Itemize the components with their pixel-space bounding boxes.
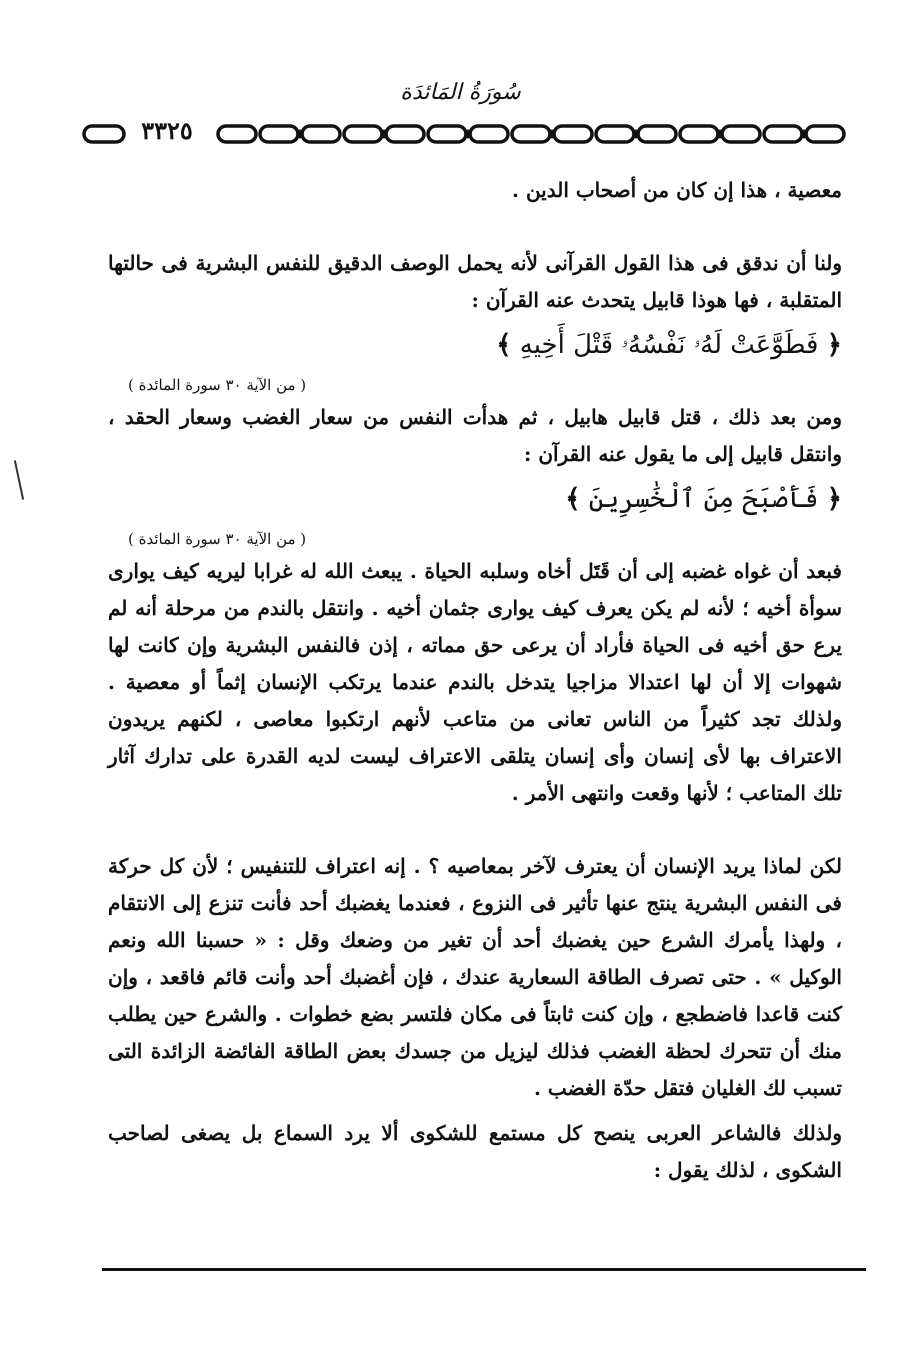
ornament-link [344, 126, 382, 142]
verse-open-bracket: ﴿ [826, 330, 842, 360]
ornament-link [764, 126, 802, 142]
verse-1-citation: ( من الآية ٣٠ سورة المائدة ) [128, 376, 307, 394]
paragraph-2: ولنا أن ندقق فى هذا القول القرآنى لأنه يحمل الوصف الدقيق للنفس البشرية فى حالتها المتقلبة ، فها هوذا قابيل يتحدث عنه القرآن : [108, 251, 842, 312]
paragraph-1: معصية ، هذا إن كان من أصحاب الدين . [512, 178, 842, 202]
quran-verse-2 [108, 473, 842, 525]
paragraph-3: ومن بعد ذلك ، قتل قابيل هابيل ، ثم هدأت النفس من سعار الغضب وسعار الحقد ، وانتقل قابيل إلى ما يقول عنه القرآن : [108, 405, 842, 466]
ornament-link [554, 126, 592, 142]
verse-2-text: فَأَصْبَحَ مِنَ ٱلْخَٰسِرِينَ [588, 484, 819, 514]
paragraph-5: لكن لماذا يريد الإنسان أن يعترف لآخر بمعاصيه ؟ . إنه اعتراف للتنفيس ؛ لأن كل حركة فى النفس البشرية ينتج عنها تأثير فى النزوع ، فعندما يغضبك أحد فأنت تنزع إلى الانتقام ، ولهذا يأمرك الشرع حين يغضبك أحد أن تغير من وضعك وقل : « حسبنا الله ونعم الوكيل » . حتى تصرف الطاقة السعارية عندك ، فإن أغضبك أحد وأنت قائم فاقعد ، وإن كنت قاعدا فاضطجع ، وإن كنت ثابتاً فى مكان فلتسر بضع خطوات . والشرع حين يطلب منك أن تتحرك لحظة الغضب فذلك ليزيل من جسدك بعض الطاقة الفائضة الزائدة التى تسبب لك الغليان فتقل حدّة الغضب . [108, 854, 842, 1100]
ornament-link [260, 126, 298, 142]
quran-verse-1 [108, 319, 842, 371]
ornament-link [470, 126, 508, 142]
ornament-link [680, 126, 718, 142]
margin-mark [14, 460, 24, 500]
paragraph-4: فبعد أن غواه غضبه إلى أن قَتَل أخاه وسلبه الحياة . يبعث الله له غرابا ليريه كيف يوارى سوأة أخيه ؛ لأنه لم يكن يعرف كيف يوارى جثمان أخيه . وانتقل بالندم من مرحلة أنه لم يرع حق أخيه فى الحياة فأراد أن يرعى حق مماته ، إذن فالنفس البشرية وإن كانت لها شهوات إلا أن لها اعتدالا مزاجيا يتدخل بالندم عندما يرتكب الإنسان إثماً أو معصية . ولذلك تجد كثيراً من الناس تعانى من متاعب لأنهم ارتكبوا معاصى ، لكنهم يريدون الاعتراف بها لأى إنسان وأى إنسان يتلقى الاعتراف ليست لديه القدرة على تدارك آثار تلك المتاعب ؛ لأنها وقعت وانتهى الأمر . [108, 559, 842, 805]
body-text [108, 172, 842, 1189]
page-number: ٣٣٢٥ [141, 116, 193, 145]
ornament-link [722, 126, 760, 142]
verse-close-bracket: ﴾ [496, 330, 512, 360]
verse-1-text: فَطَوَّعَتْ لَهُۥ نَفْسُهُۥ قَتْلَ أَخِيهِ [519, 330, 819, 360]
ornament-link [428, 126, 466, 142]
ornament-link [638, 126, 676, 142]
verse-open-bracket: ﴿ [826, 484, 842, 514]
surah-title: سُورَةُ المَائدَة [400, 80, 521, 105]
ornament-link [386, 126, 424, 142]
verse-2-citation: ( من الآية ٣٠ سورة المائدة ) [128, 530, 307, 548]
ornament-link [596, 126, 634, 142]
ornament-link [218, 126, 256, 142]
paragraph-6: ولذلك فالشاعر العربى ينصح كل مستمع للشكوى ألا يرد السماع بل يصغى لصاحب الشكوى ، لذلك يقول : [108, 1121, 842, 1182]
footer-rule [102, 1268, 866, 1271]
ornament-link [302, 126, 340, 142]
ornament-link [512, 126, 550, 142]
ornament-link [806, 126, 844, 142]
verse-close-bracket: ﴾ [565, 484, 581, 514]
